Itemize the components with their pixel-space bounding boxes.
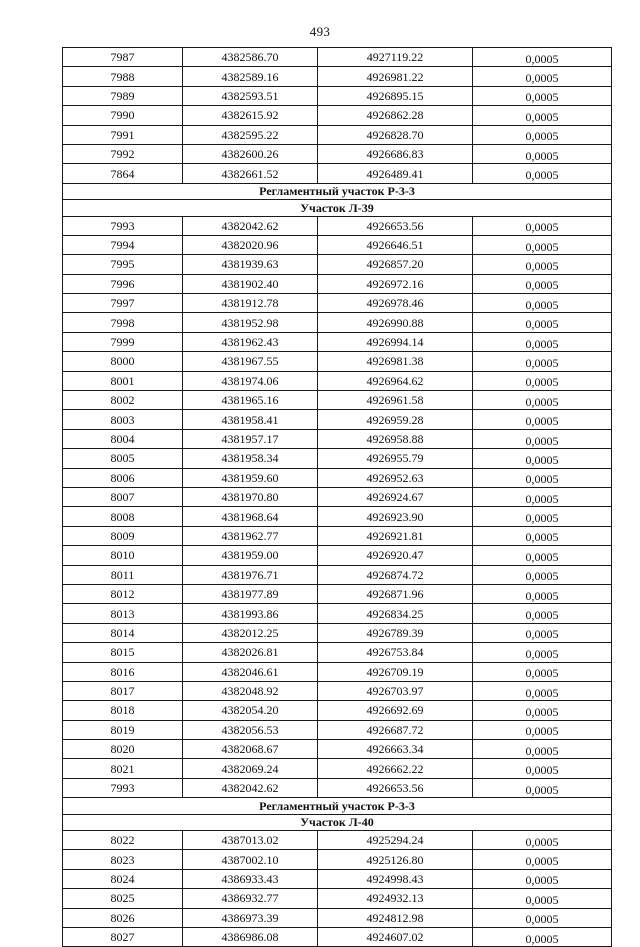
table-row <box>63 410 612 429</box>
y-coordinate-cell: 4926964.62 <box>318 371 473 390</box>
y-coordinate-cell: 4926981.22 <box>318 67 473 86</box>
value-cell: 0,0005 <box>473 235 612 254</box>
table-row <box>63 371 612 390</box>
x-coordinate-cell: 4381958.41 <box>183 410 318 429</box>
x-coordinate-cell: 4381962.43 <box>183 332 318 351</box>
x-coordinate-cell: 4386933.43 <box>183 869 318 888</box>
x-coordinate-cell: 4382042.62 <box>183 778 318 797</box>
value-cell: 0,0005 <box>473 48 612 67</box>
y-coordinate-cell: 4924998.43 <box>318 869 473 888</box>
table-row <box>63 604 612 623</box>
coordinates-table-body <box>63 48 612 947</box>
point-number-cell: 8006 <box>63 468 183 487</box>
y-coordinate-cell: 4926828.70 <box>318 125 473 144</box>
section-header: Участок Л-40 <box>63 814 612 830</box>
value-cell: 0,0005 <box>473 526 612 545</box>
x-coordinate-cell: 4381993.86 <box>183 604 318 623</box>
y-coordinate-cell: 4926692.69 <box>318 701 473 720</box>
table-row <box>63 294 612 313</box>
x-coordinate-cell: 4387013.02 <box>183 831 318 850</box>
x-coordinate-cell: 4381952.98 <box>183 313 318 332</box>
value-cell: 0,0005 <box>473 216 612 235</box>
x-coordinate-cell: 4381939.63 <box>183 255 318 274</box>
value-cell: 0,0005 <box>473 889 612 908</box>
section-header-row <box>63 183 612 199</box>
x-coordinate-cell: 4382069.24 <box>183 759 318 778</box>
value-cell: 0,0005 <box>473 255 612 274</box>
x-coordinate-cell: 4382042.62 <box>183 216 318 235</box>
x-coordinate-cell: 4381958.34 <box>183 449 318 468</box>
x-coordinate-cell: 4381970.80 <box>183 487 318 506</box>
y-coordinate-cell: 4926978.46 <box>318 294 473 313</box>
x-coordinate-cell: 4382589.16 <box>183 67 318 86</box>
y-coordinate-cell: 4925294.24 <box>318 831 473 850</box>
x-coordinate-cell: 4382600.26 <box>183 144 318 163</box>
point-number-cell: 7997 <box>63 294 183 313</box>
x-coordinate-cell: 4382048.92 <box>183 681 318 700</box>
table-row <box>63 332 612 351</box>
x-coordinate-cell: 4381968.64 <box>183 507 318 526</box>
x-coordinate-cell: 4382661.52 <box>183 164 318 183</box>
point-number-cell: 8011 <box>63 565 183 584</box>
page-number: 493 <box>309 24 331 39</box>
table-row <box>63 869 612 888</box>
y-coordinate-cell: 4926961.58 <box>318 391 473 410</box>
y-coordinate-cell: 4924932.13 <box>318 889 473 908</box>
y-coordinate-cell: 4926862.28 <box>318 106 473 125</box>
value-cell: 0,0005 <box>473 391 612 410</box>
x-coordinate-cell: 4381977.89 <box>183 584 318 603</box>
point-number-cell: 7993 <box>63 778 183 797</box>
x-coordinate-cell: 4381959.00 <box>183 546 318 565</box>
y-coordinate-cell: 4924607.02 <box>318 927 473 946</box>
point-number-cell: 7989 <box>63 86 183 105</box>
x-coordinate-cell: 4387002.10 <box>183 850 318 869</box>
y-coordinate-cell: 4926663.34 <box>318 740 473 759</box>
point-number-cell: 8025 <box>63 889 183 908</box>
x-coordinate-cell: 4382068.67 <box>183 740 318 759</box>
y-coordinate-cell: 4926753.84 <box>318 643 473 662</box>
value-cell: 0,0005 <box>473 164 612 183</box>
value-cell: 0,0005 <box>473 352 612 371</box>
table-row <box>63 565 612 584</box>
table-row <box>63 778 612 797</box>
table-row <box>63 125 612 144</box>
table-row <box>63 701 612 720</box>
value-cell: 0,0005 <box>473 274 612 293</box>
value-cell: 0,0005 <box>473 869 612 888</box>
value-cell: 0,0005 <box>473 927 612 946</box>
value-cell: 0,0005 <box>473 86 612 105</box>
y-coordinate-cell: 4926709.19 <box>318 662 473 681</box>
point-number-cell: 7992 <box>63 144 183 163</box>
x-coordinate-cell: 4382020.96 <box>183 235 318 254</box>
table-row <box>63 927 612 946</box>
value-cell: 0,0005 <box>473 759 612 778</box>
table-row <box>63 449 612 468</box>
coordinates-table <box>62 47 612 947</box>
point-number-cell: 8023 <box>63 850 183 869</box>
y-coordinate-cell: 4926703.97 <box>318 681 473 700</box>
point-number-cell: 8020 <box>63 740 183 759</box>
point-number-cell: 8000 <box>63 352 183 371</box>
y-coordinate-cell: 4926972.16 <box>318 274 473 293</box>
table-row <box>63 48 612 67</box>
table-row <box>63 507 612 526</box>
point-number-cell: 8005 <box>63 449 183 468</box>
y-coordinate-cell: 4926981.38 <box>318 352 473 371</box>
value-cell: 0,0005 <box>473 604 612 623</box>
table-row <box>63 164 612 183</box>
point-number-cell: 8018 <box>63 701 183 720</box>
y-coordinate-cell: 4926653.56 <box>318 216 473 235</box>
value-cell: 0,0005 <box>473 546 612 565</box>
table-row <box>63 468 612 487</box>
section-header-row <box>63 798 612 814</box>
table-row <box>63 216 612 235</box>
y-coordinate-cell: 4926646.51 <box>318 235 473 254</box>
x-coordinate-cell: 4381959.60 <box>183 468 318 487</box>
coordinates-sheet <box>62 47 611 947</box>
section-header-row <box>63 814 612 830</box>
value-cell: 0,0005 <box>473 371 612 390</box>
value-cell: 0,0005 <box>473 681 612 700</box>
point-number-cell: 8022 <box>63 831 183 850</box>
x-coordinate-cell: 4386973.39 <box>183 908 318 927</box>
value-cell: 0,0005 <box>473 125 612 144</box>
value-cell: 0,0005 <box>473 584 612 603</box>
x-coordinate-cell: 4381976.71 <box>183 565 318 584</box>
value-cell: 0,0005 <box>473 144 612 163</box>
point-number-cell: 8019 <box>63 720 183 739</box>
table-row <box>63 908 612 927</box>
value-cell: 0,0005 <box>473 410 612 429</box>
y-coordinate-cell: 4926895.15 <box>318 86 473 105</box>
x-coordinate-cell: 4382586.70 <box>183 48 318 67</box>
y-coordinate-cell: 4926955.79 <box>318 449 473 468</box>
point-number-cell: 8001 <box>63 371 183 390</box>
y-coordinate-cell: 4926959.28 <box>318 410 473 429</box>
point-number-cell: 7996 <box>63 274 183 293</box>
table-row <box>63 643 612 662</box>
table-row <box>63 144 612 163</box>
point-number-cell: 8012 <box>63 584 183 603</box>
section-header: Регламентный участок Р-3-3 <box>63 183 612 199</box>
y-coordinate-cell: 4926789.39 <box>318 623 473 642</box>
table-row <box>63 662 612 681</box>
x-coordinate-cell: 4382046.61 <box>183 662 318 681</box>
section-header-row <box>63 200 612 216</box>
value-cell: 0,0005 <box>473 507 612 526</box>
value-cell: 0,0005 <box>473 623 612 642</box>
y-coordinate-cell: 4927119.22 <box>318 48 473 67</box>
x-coordinate-cell: 4382012.25 <box>183 623 318 642</box>
y-coordinate-cell: 4926874.72 <box>318 565 473 584</box>
table-row <box>63 429 612 448</box>
x-coordinate-cell: 4382615.92 <box>183 106 318 125</box>
y-coordinate-cell: 4926990.88 <box>318 313 473 332</box>
point-number-cell: 7864 <box>63 164 183 183</box>
point-number-cell: 8013 <box>63 604 183 623</box>
y-coordinate-cell: 4926857.20 <box>318 255 473 274</box>
point-number-cell: 7987 <box>63 48 183 67</box>
value-cell: 0,0005 <box>473 565 612 584</box>
point-number-cell: 7995 <box>63 255 183 274</box>
x-coordinate-cell: 4386986.08 <box>183 927 318 946</box>
y-coordinate-cell: 4926686.83 <box>318 144 473 163</box>
x-coordinate-cell: 4381962.77 <box>183 526 318 545</box>
table-row <box>63 255 612 274</box>
value-cell: 0,0005 <box>473 662 612 681</box>
value-cell: 0,0005 <box>473 908 612 927</box>
x-coordinate-cell: 4381974.06 <box>183 371 318 390</box>
table-row <box>63 850 612 869</box>
point-number-cell: 8015 <box>63 643 183 662</box>
table-row <box>63 759 612 778</box>
section-header: Регламентный участок Р-3-3 <box>63 798 612 814</box>
y-coordinate-cell: 4926923.90 <box>318 507 473 526</box>
table-row <box>63 681 612 700</box>
table-row <box>63 584 612 603</box>
point-number-cell: 8017 <box>63 681 183 700</box>
x-coordinate-cell: 4382593.51 <box>183 86 318 105</box>
table-row <box>63 487 612 506</box>
value-cell: 0,0005 <box>473 294 612 313</box>
x-coordinate-cell: 4382595.22 <box>183 125 318 144</box>
y-coordinate-cell: 4926489.41 <box>318 164 473 183</box>
value-cell: 0,0005 <box>473 701 612 720</box>
y-coordinate-cell: 4925126.80 <box>318 850 473 869</box>
point-number-cell: 8010 <box>63 546 183 565</box>
point-number-cell: 8024 <box>63 869 183 888</box>
point-number-cell: 7993 <box>63 216 183 235</box>
table-row <box>63 313 612 332</box>
y-coordinate-cell: 4926958.88 <box>318 429 473 448</box>
point-number-cell: 8026 <box>63 908 183 927</box>
point-number-cell: 8016 <box>63 662 183 681</box>
y-coordinate-cell: 4926662.22 <box>318 759 473 778</box>
point-number-cell: 7999 <box>63 332 183 351</box>
table-row <box>63 235 612 254</box>
point-number-cell: 8009 <box>63 526 183 545</box>
value-cell: 0,0005 <box>473 468 612 487</box>
value-cell: 0,0005 <box>473 831 612 850</box>
y-coordinate-cell: 4926687.72 <box>318 720 473 739</box>
value-cell: 0,0005 <box>473 643 612 662</box>
y-coordinate-cell: 4926834.25 <box>318 604 473 623</box>
point-number-cell: 7991 <box>63 125 183 144</box>
y-coordinate-cell: 4926921.81 <box>318 526 473 545</box>
point-number-cell: 7998 <box>63 313 183 332</box>
table-row <box>63 526 612 545</box>
table-row <box>63 740 612 759</box>
x-coordinate-cell: 4381965.16 <box>183 391 318 410</box>
x-coordinate-cell: 4382026.81 <box>183 643 318 662</box>
value-cell: 0,0005 <box>473 106 612 125</box>
value-cell: 0,0005 <box>473 487 612 506</box>
point-number-cell: 7994 <box>63 235 183 254</box>
point-number-cell: 8003 <box>63 410 183 429</box>
table-row <box>63 86 612 105</box>
table-row <box>63 546 612 565</box>
y-coordinate-cell: 4926924.67 <box>318 487 473 506</box>
y-coordinate-cell: 4926994.14 <box>318 332 473 351</box>
table-row <box>63 623 612 642</box>
y-coordinate-cell: 4926952.63 <box>318 468 473 487</box>
x-coordinate-cell: 4382056.53 <box>183 720 318 739</box>
y-coordinate-cell: 4926920.47 <box>318 546 473 565</box>
point-number-cell: 7990 <box>63 106 183 125</box>
value-cell: 0,0005 <box>473 332 612 351</box>
value-cell: 0,0005 <box>473 778 612 797</box>
table-row <box>63 67 612 86</box>
point-number-cell: 8014 <box>63 623 183 642</box>
point-number-cell: 7988 <box>63 67 183 86</box>
table-row <box>63 352 612 371</box>
point-number-cell: 8021 <box>63 759 183 778</box>
point-number-cell: 8027 <box>63 927 183 946</box>
value-cell: 0,0005 <box>473 740 612 759</box>
value-cell: 0,0005 <box>473 850 612 869</box>
x-coordinate-cell: 4382054.20 <box>183 701 318 720</box>
value-cell: 0,0005 <box>473 429 612 448</box>
x-coordinate-cell: 4381902.40 <box>183 274 318 293</box>
point-number-cell: 8007 <box>63 487 183 506</box>
y-coordinate-cell: 4924812.98 <box>318 908 473 927</box>
point-number-cell: 8004 <box>63 429 183 448</box>
value-cell: 0,0005 <box>473 313 612 332</box>
table-row <box>63 391 612 410</box>
x-coordinate-cell: 4386932.77 <box>183 889 318 908</box>
x-coordinate-cell: 4381957.17 <box>183 429 318 448</box>
table-row <box>63 106 612 125</box>
point-number-cell: 8008 <box>63 507 183 526</box>
point-number-cell: 8002 <box>63 391 183 410</box>
table-row <box>63 720 612 739</box>
value-cell: 0,0005 <box>473 67 612 86</box>
value-cell: 0,0005 <box>473 720 612 739</box>
table-row <box>63 831 612 850</box>
section-header: Участок Л-39 <box>63 200 612 216</box>
y-coordinate-cell: 4926653.56 <box>318 778 473 797</box>
table-row <box>63 889 612 908</box>
table-row <box>63 274 612 293</box>
x-coordinate-cell: 4381912.78 <box>183 294 318 313</box>
y-coordinate-cell: 4926871.96 <box>318 584 473 603</box>
value-cell: 0,0005 <box>473 449 612 468</box>
x-coordinate-cell: 4381967.55 <box>183 352 318 371</box>
